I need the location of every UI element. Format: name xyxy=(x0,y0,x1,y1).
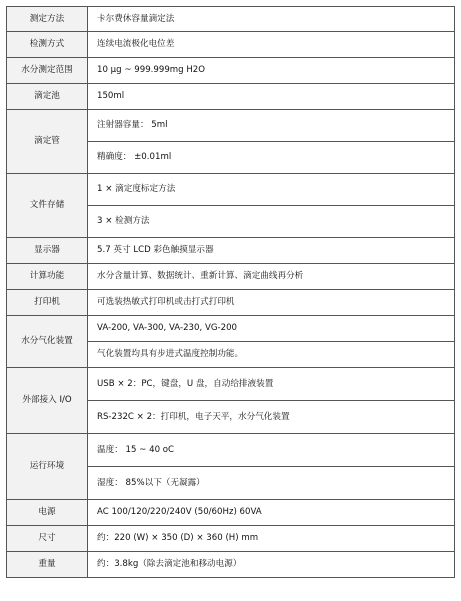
row-value: RS-232C × 2：打印机，电子天平，水分气化装置 xyxy=(88,401,455,434)
row-value: 150ml xyxy=(88,84,455,110)
table-row xyxy=(7,7,455,32)
row-value: 水分含量计算、数据统计、重新计算、滴定曲线再分析 xyxy=(88,264,455,290)
row-value: AC 100/120/220/240V (50/60Hz) 60VA xyxy=(88,500,455,526)
row-value: VA-200, VA-300, VA-230, VG-200 xyxy=(88,316,455,342)
spec-table xyxy=(6,6,455,578)
table-row xyxy=(7,84,455,110)
table-row xyxy=(7,58,455,84)
row-value: 约：220 (W) × 350 (D) × 360 (H) mm xyxy=(88,526,455,552)
row-label: 滴定管 xyxy=(7,110,88,174)
table-row xyxy=(7,174,455,206)
table-row xyxy=(7,368,455,401)
row-label: 显示器 xyxy=(7,238,88,264)
row-label: 水分测定范围 xyxy=(7,58,88,84)
row-value: 连续电流极化电位差 xyxy=(88,32,455,58)
row-label: 文件存储 xyxy=(7,174,88,238)
table-row xyxy=(7,32,455,58)
row-value: 可选装热敏式打印机或击打式打印机 xyxy=(88,290,455,316)
table-row xyxy=(7,290,455,316)
row-value: 3 × 检测方法 xyxy=(88,206,455,238)
row-label: 打印机 xyxy=(7,290,88,316)
table-row xyxy=(7,500,455,526)
row-value: 10 μg ~ 999.999mg H2O xyxy=(88,58,455,84)
row-label: 水分气化装置 xyxy=(7,316,88,368)
row-label: 外部接入 I/O xyxy=(7,368,88,434)
table-row xyxy=(7,110,455,142)
table-row xyxy=(7,316,455,342)
row-label: 滴定池 xyxy=(7,84,88,110)
row-label: 测定方法 xyxy=(7,7,88,32)
table-row xyxy=(7,264,455,290)
row-value: 1 × 滴定度标定方法 xyxy=(88,174,455,206)
row-value: USB × 2：PC，键盘，U 盘，自动给排液装置 xyxy=(88,368,455,401)
table-row xyxy=(7,526,455,552)
row-value: 湿度： 85%以下（无凝露） xyxy=(88,467,455,500)
table-row xyxy=(7,434,455,467)
row-value: 温度： 15 ~ 40 oC xyxy=(88,434,455,467)
row-label: 运行环境 xyxy=(7,434,88,500)
row-label: 计算功能 xyxy=(7,264,88,290)
table-row xyxy=(7,552,455,578)
table-row xyxy=(7,238,455,264)
row-value: 气化装置均具有步进式温度控制功能。 xyxy=(88,342,455,368)
row-value: 卡尔费休容量滴定法 xyxy=(88,7,455,32)
row-value: 约：3.8kg（除去滴定池和移动电源） xyxy=(88,552,455,578)
row-value: 精确度： ±0.01ml xyxy=(88,142,455,174)
row-label: 尺寸 xyxy=(7,526,88,552)
row-label: 电源 xyxy=(7,500,88,526)
row-label: 检测方式 xyxy=(7,32,88,58)
row-value: 注射器容量： 5ml xyxy=(88,110,455,142)
row-value: 5.7 英寸 LCD 彩色触摸显示器 xyxy=(88,238,455,264)
row-label: 重量 xyxy=(7,552,88,578)
